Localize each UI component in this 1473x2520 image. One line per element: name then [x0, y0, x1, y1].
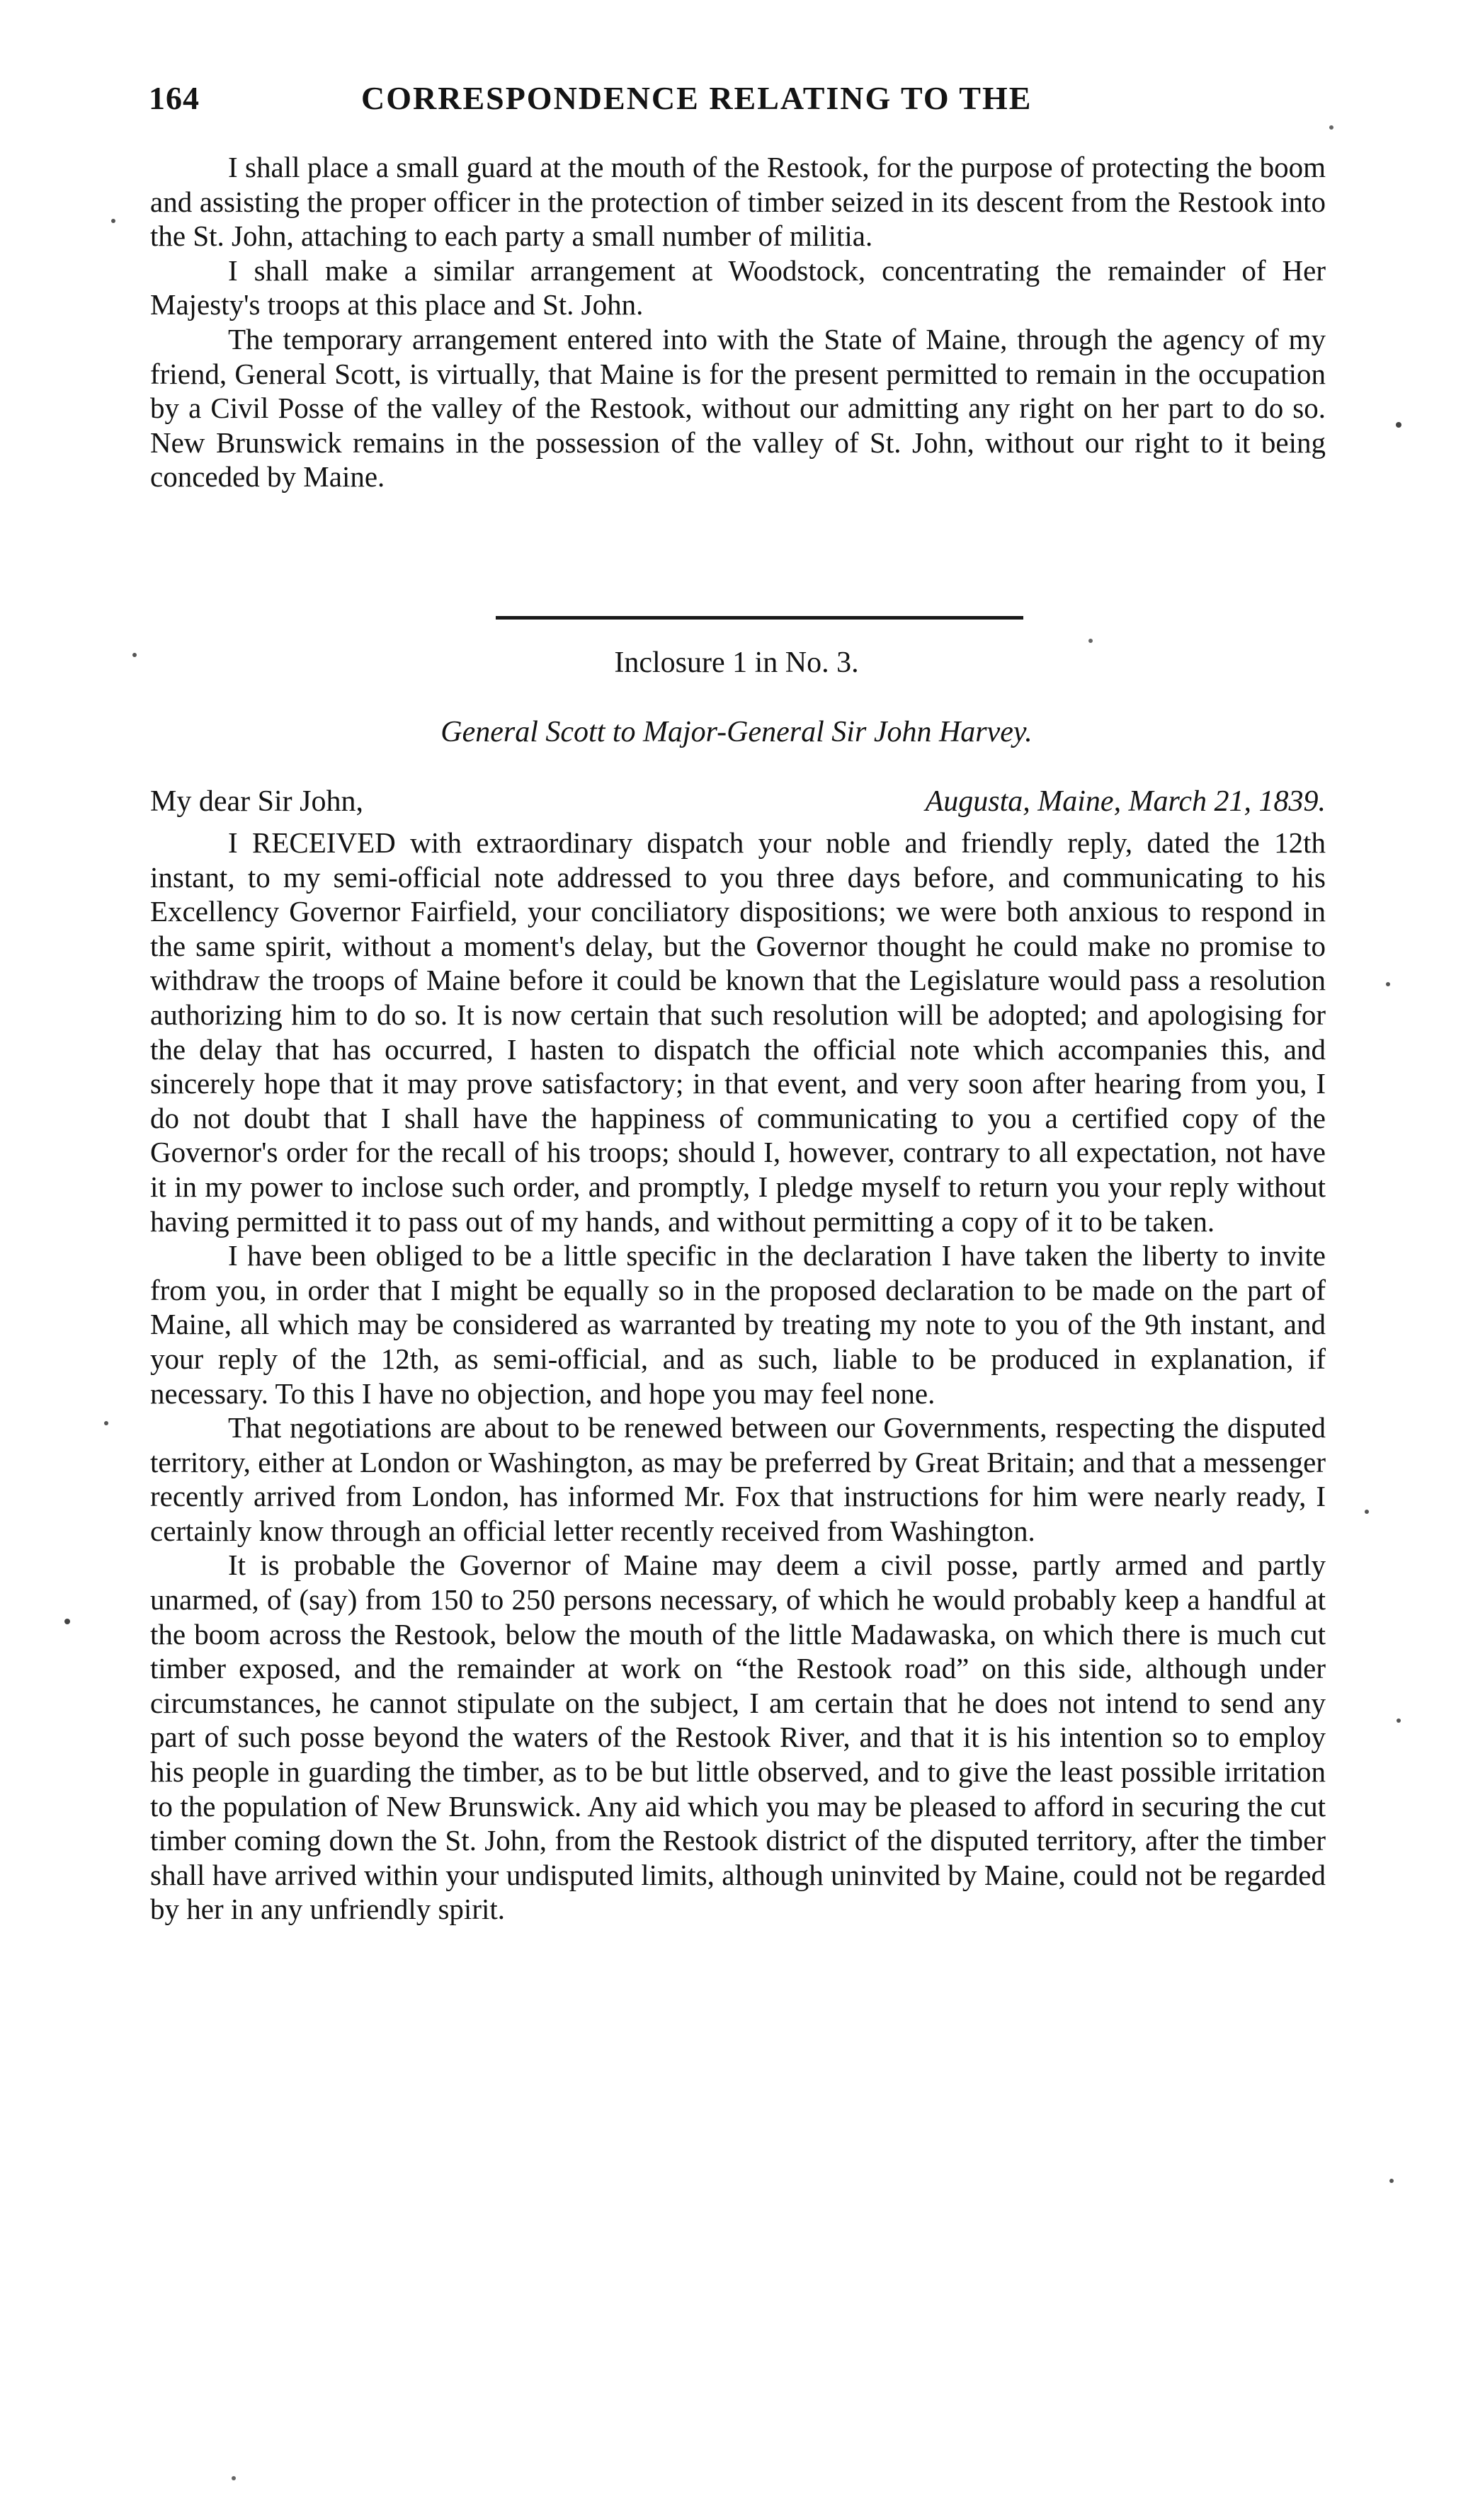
inclosure-heading: Inclosure 1 in No. 3. [614, 646, 859, 679]
paragraph: That negotiations are about to be renewed between our Governments, respecting the disputed territory, either at London or Washington, as may be preferred by Great Britain; and that a messenger recently arrived from London, has informed Mr. Fox that instructions for him were nearly ready, I certainly know through an official letter recently received from Washington. [150, 1411, 1326, 1547]
paragraph: I shall place a small guard at the mouth of the Restook, for the purpose of protecting the boom and assisting the proper officer in the protection of timber seized in its descent from the Restook into the St. John, attaching to each party a small number of militia. [150, 151, 1326, 253]
governor-letter-continuation [150, 150, 1326, 494]
section-divider-rule [496, 616, 1023, 620]
paragraph: I RECEIVED with extraordinary dispatch your noble and friendly reply, dated the 12th instant, to my semi-official note addressed to you three days before, and communicating to his Excellency Governor Fairfield, your conciliatory dispositions; we were both anxious to respond in the same spirit, without a moment's delay, but the Governor thought he could make no promise to withdraw the troops of Maine before it could be known that the Legislature would pass a resolution authorizing him to do so. It is now certain that such resolution will be adopted; and apologising for the delay that has occurred, I hasten to dispatch the official note which accompanies this, and sincerely hope that it may prove satisfactory; in that event, and very soon after hearing from you, I do not doubt that I shall have the happiness of communicating to you a certified copy of the Governor's order for the recall of his troops; should I, however, contrary to all expectation, not have it in my power to inclose such order, and promptly, I pledge myself to return you your reply without having permitted it to pass out of my hands, and without permitting a copy of it to be taken. [150, 826, 1326, 1238]
salutation: My dear Sir John, [150, 785, 363, 818]
scott-letter-body [150, 826, 1326, 1927]
letter-heading: General Scott to Major-General Sir John Harvey. [440, 716, 1033, 748]
running-head [149, 79, 1338, 129]
salutation-row [150, 785, 1326, 824]
page-number: 164 [149, 80, 200, 116]
paragraph: It is probable the Governor of Maine may deem a civil posse, partly armed and partly unarmed, of (say) from 150 to 250 persons necessary, of which he would probably keep a handful at the boom across the Restook, below the mouth of the little Madawaska, on which there is much cut timber exposed, and the remainder at work on “the Restook road” on this side, although under circumstances, he cannot stipulate on the subject, I am certain that he does not intend to send any part of such posse beyond the waters of the Restook River, and that it is his intention so to employ his people in guarding the timber, as to be but little observed, and to give the least possible irritation to the population of New Brunswick. Any aid which you may be pleased to afford in securing the cut timber coming down the St. John, from the Restook district of the disputed territory, after the timber shall have arrived within your undisputed limits, although uninvited by Maine, could not be regarded by her in any unfriendly spirit. [150, 1549, 1326, 1926]
paragraph: I shall make a similar arrangement at Woodstock, concentrating the remainder of Her Majesty's troops at this place and St. John. [150, 253, 1326, 321]
paragraph: I have been obliged to be a little specific in the declaration I have taken the liberty to invite from you, in order that I might be equally so in the proposed declaration to be made on the part of Maine, all which may be considered as warranted by treating my note to you of the 9th instant, and your reply of the 12th, as semi-official, and as such, liable to be produced in explanation, if necessary. To this I have no objection, and hope you may feel none. [150, 1239, 1326, 1410]
paragraph: The temporary arrangement entered into with the State of Maine, through the agency of my friend, General Scott, is virtually, that Maine is for the present permitted to remain in the occupation by a Civil Posse of the valley of the Restook, without our admitting any right on her part to do so. New Brunswick remains in the possession of the valley of St. John, without our right to it being conceded by Maine. [150, 322, 1326, 494]
dateline: Augusta, Maine, March 21, 1839. [925, 785, 1326, 818]
running-head-title: CORRESPONDENCE RELATING TO THE [361, 80, 1033, 116]
